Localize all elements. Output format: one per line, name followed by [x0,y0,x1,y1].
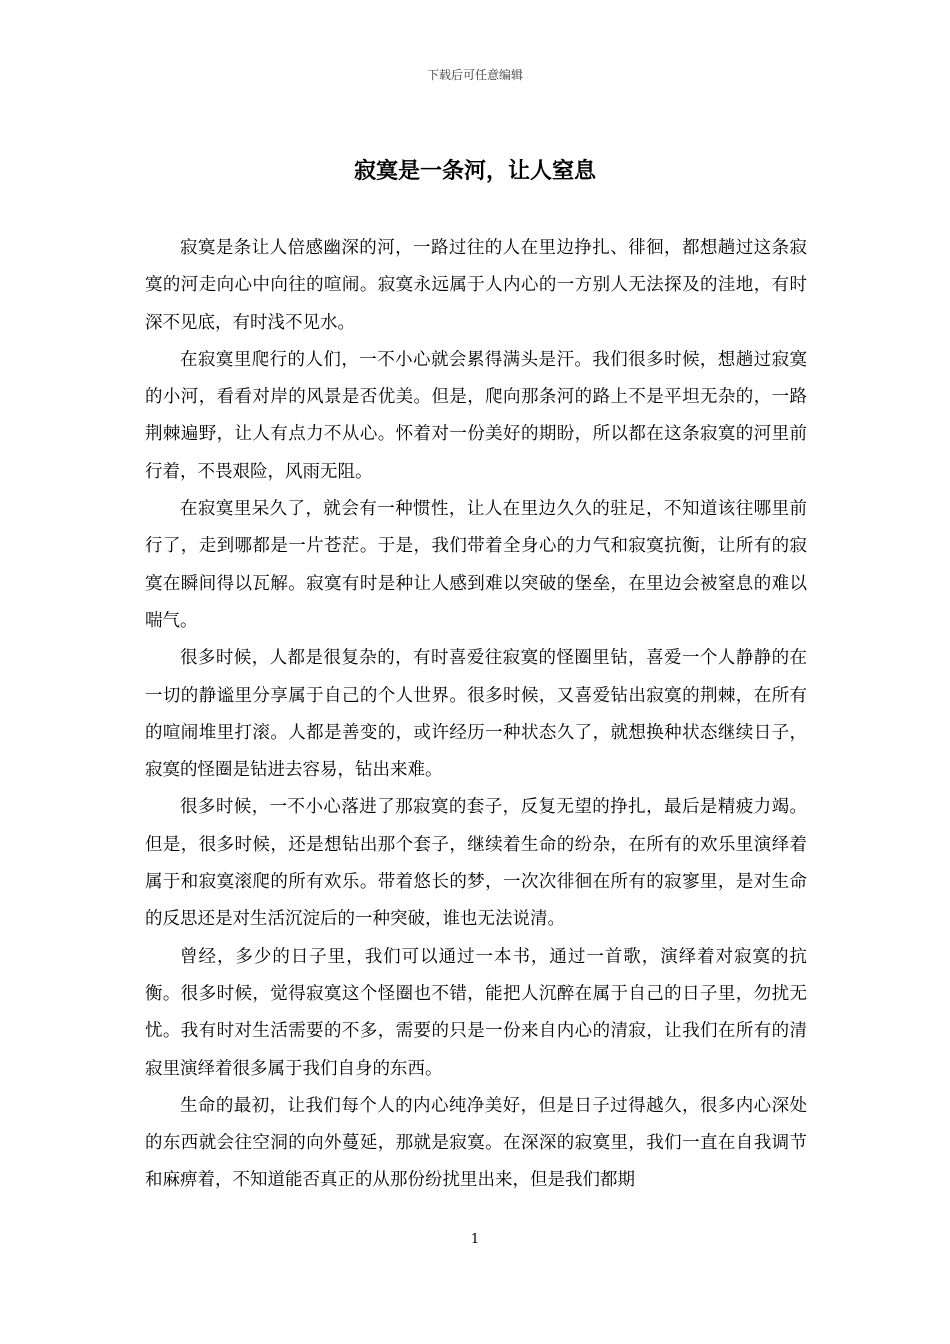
paragraph-4: 很多时候，人都是很复杂的，有时喜爱往寂寞的怪圈里钻，喜爱一个人静静的在一切的静谧里分享属于自己的个人世界。很多时候，又喜爱钻出寂寞的荆棘，在所有的喧闹堆里打滚。人都是善变的，或许经历一种状态久了，就想换种状态继续日子，寂寞的怪圈是钻进去容易，钻出来难。 [145,648,807,781]
paragraph-1: 寂寞是条让人倍感幽深的河，一路过往的人在里边挣扎、徘徊，都想趟过这条寂寞的河走向心中向往的喧闹。寂寞永远属于人内心的一方别人无法探及的洼地，有时深不见底，有时浅不见水。 [145,238,807,333]
document-body [145,230,807,1200]
paragraph-2: 在寂寞里爬行的人们，一不小心就会累得满头是汗。我们很多时候，想趟过寂寞的小河，看看对岸的风景是否优美。但是，爬向那条河的路上不是平坦无杂的，一路荆棘遍野，让人有点力不从心。怀着对一份美好的期盼，所以都在这条寂寞的河里前行着，不畏艰险，风雨无阻。 [145,349,807,482]
document-title: 寂寞是一条河，让人窒息 [353,158,596,184]
paragraph-6: 曾经，多少的日子里，我们可以通过一本书，通过一首歌，演绎着对寂寞的抗衡。很多时候，觉得寂寞这个怪圈也不错，能把人沉醉在属于自己的日子里，勿扰无忧。我有时对生活需要的不多，需要的只是一份来自内心的清寂，让我们在所有的清寂里演绎着很多属于我们自身的东西。 [145,946,807,1079]
page-header-note: 下载后可任意编辑 [426,68,523,82]
paragraph-5: 很多时候，一不小心落进了那寂寞的套子，反复无望的挣扎，最后是精疲力竭。但是，很多时候，还是想钻出那个套子，继续着生命的纷杂，在所有的欢乐里演绎着属于和寂寞滚爬的所有欢乐。带着悠长的梦，一次次徘徊在所有的寂寥里，是对生命的反思还是对生活沉淀后的一种突破，谁也无法说清。 [145,797,807,930]
paragraph-7: 生命的最初，让我们每个人的内心纯净美好，但是日子过得越久，很多内心深处的东西就会往空洞的向外蔓延，那就是寂寞。在深深的寂寞里，我们一直在自我调节和麻痹着，不知道能否真正的从那份纷扰里出来，但是我们都期 [145,1095,807,1191]
page-number: 1 [470,1232,480,1247]
paragraph-3: 在寂寞里呆久了，就会有一种惯性，让人在里边久久的驻足，不知道该往哪里前行了，走到哪都是一片苍茫。于是，我们带着全身心的力气和寂寞抗衡，让所有的寂寞在瞬间得以瓦解。寂寞有时是种让人感到难以突破的堡垒，在里边会被窒息的难以喘气。 [145,499,807,631]
